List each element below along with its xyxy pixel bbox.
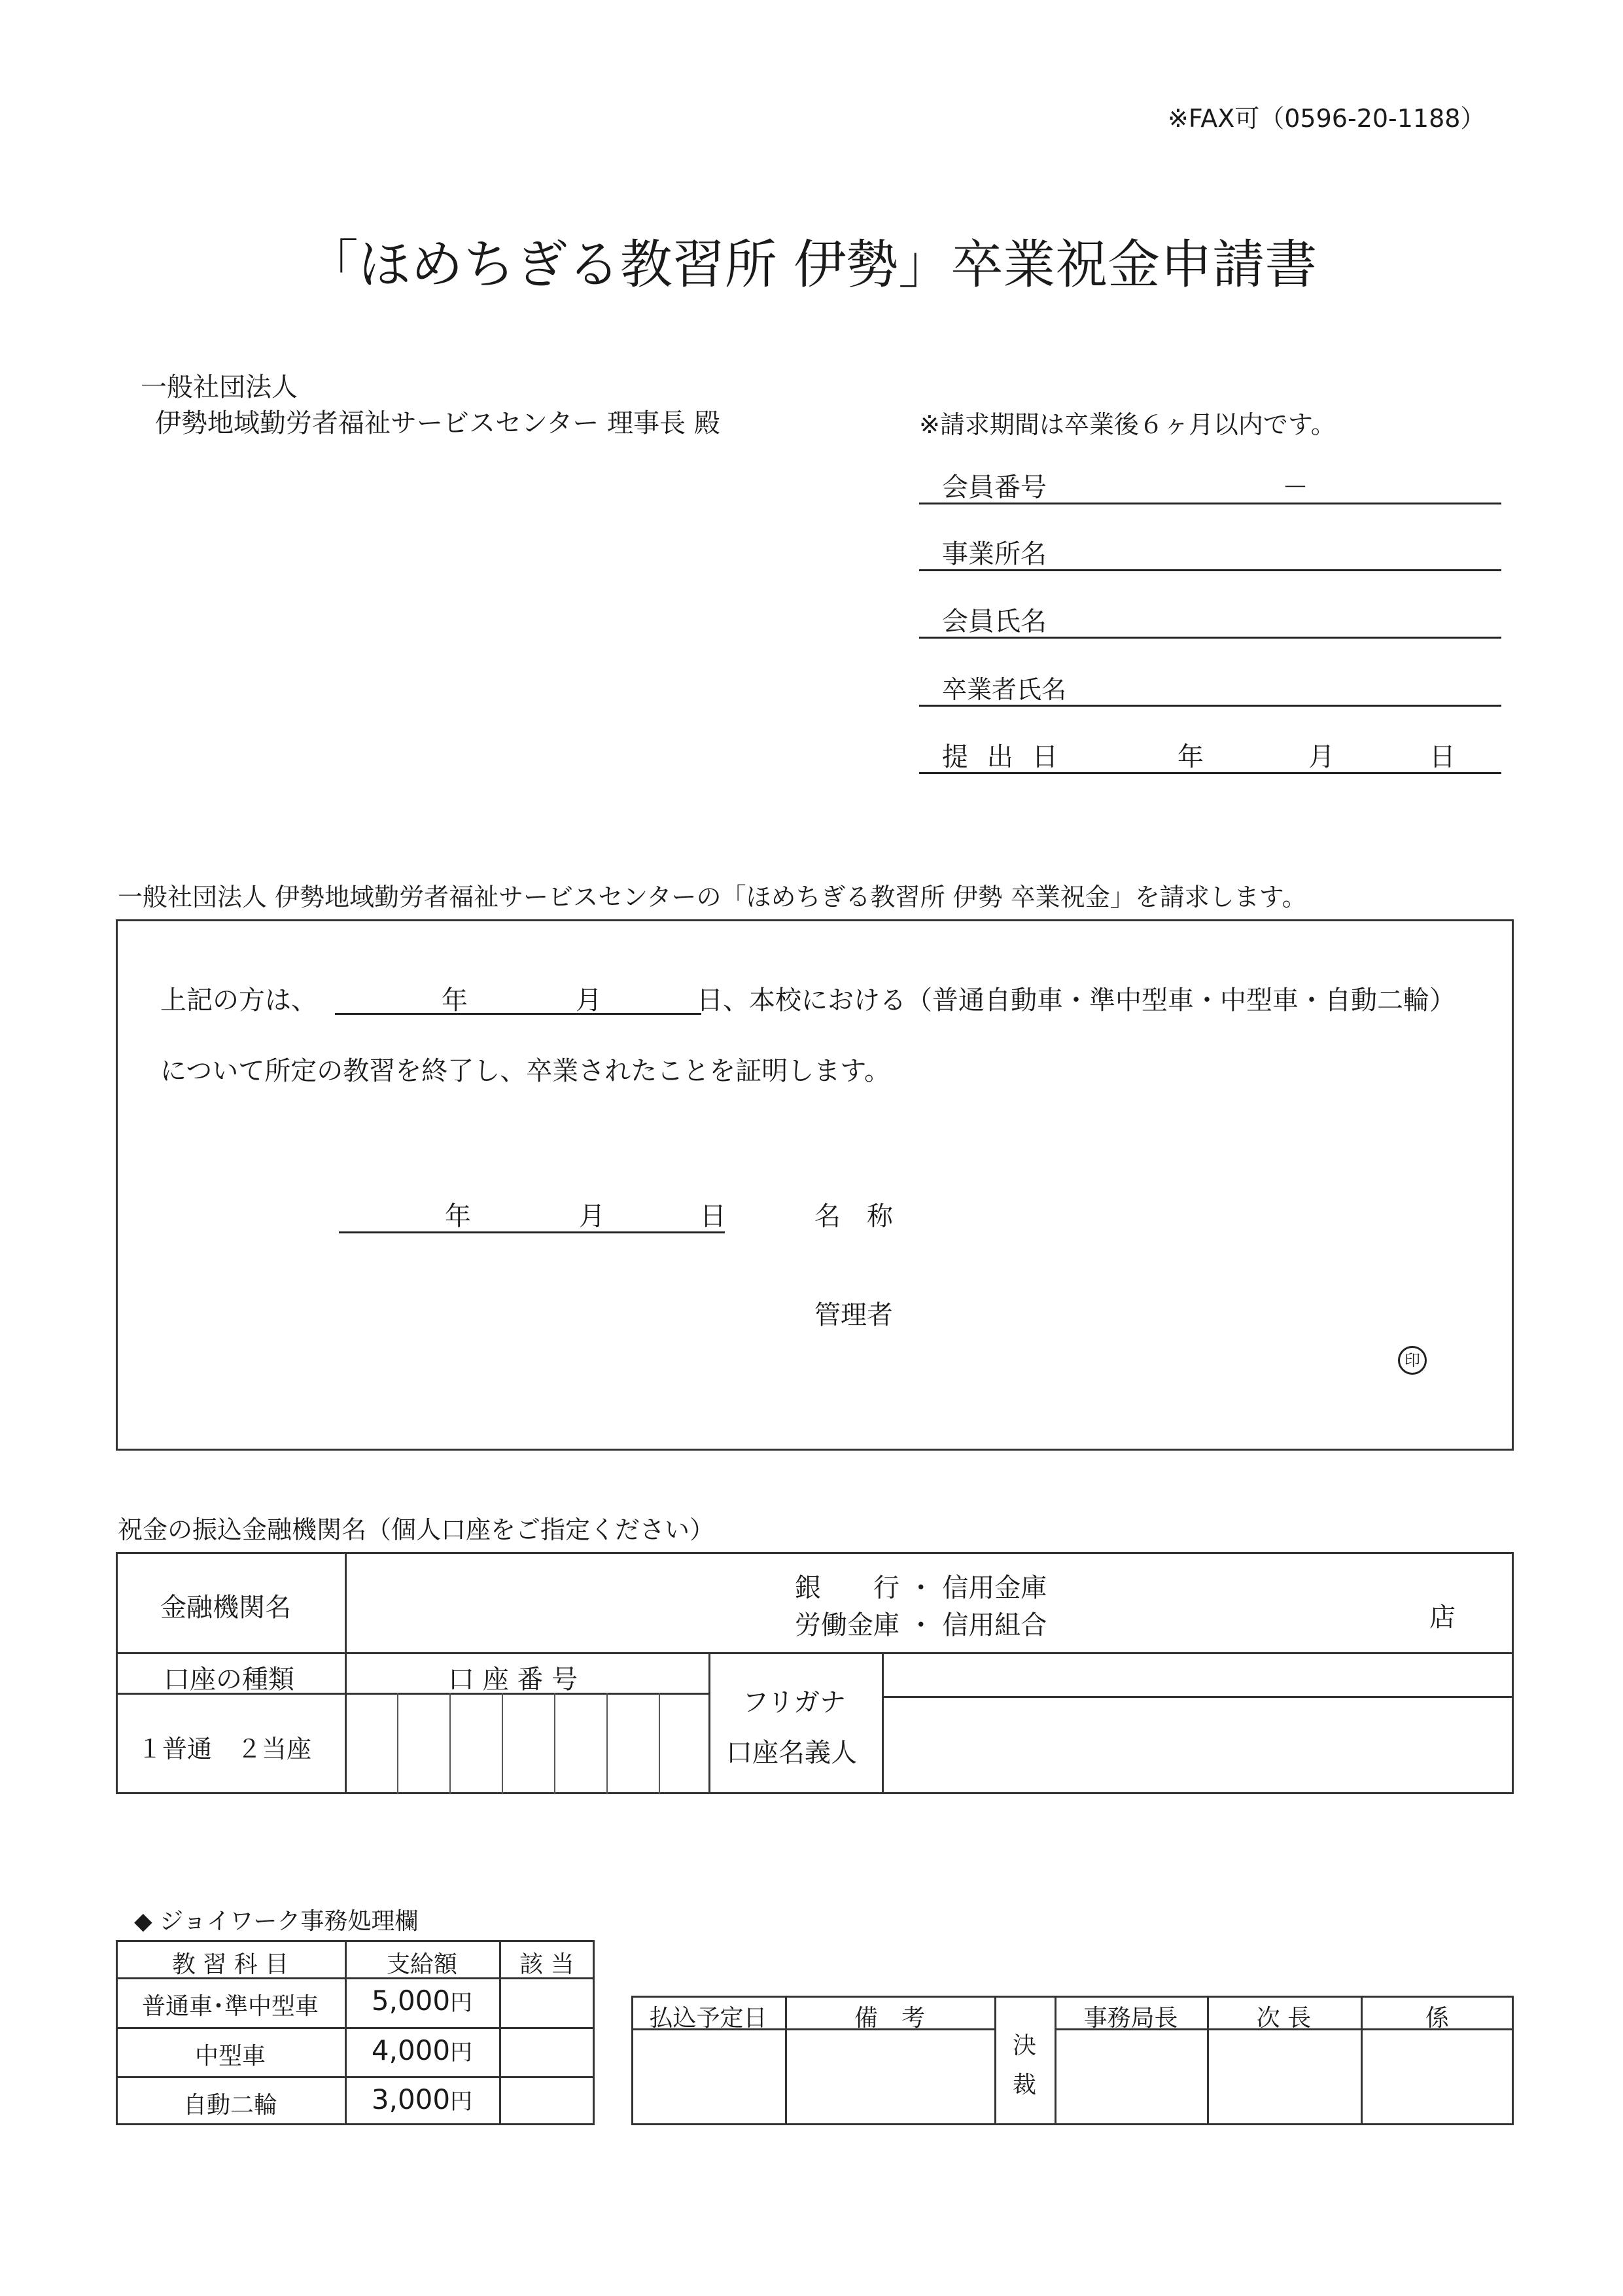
account-no-label: 口 座 番 号 bbox=[448, 1665, 578, 1695]
addressee-line2: 伊勢地域勤労者福祉サービスセンター 理事長 殿 bbox=[155, 408, 720, 438]
course-name: 自動二輪 bbox=[183, 2092, 277, 2119]
addressee-line1: 一般社団法人 bbox=[141, 372, 298, 402]
cert-month: 月 bbox=[576, 985, 602, 1016]
submit-year: 年 bbox=[1178, 742, 1204, 772]
member-no-dash: － bbox=[1282, 472, 1308, 503]
cert-suffix-text: 、本校における（普通自動車・準中型車・中型車・自動二輪） bbox=[723, 985, 1456, 1016]
applicable-header: 該 当 bbox=[519, 1951, 574, 1978]
office-use-heading: ◆ ジョイワーク事務処理欄 bbox=[134, 1908, 419, 1935]
office-field[interactable] bbox=[919, 569, 1501, 571]
member-no-field[interactable] bbox=[919, 503, 1501, 504]
kessai-1: 決 bbox=[1012, 2032, 1036, 2059]
cert-date-day: 日 bbox=[700, 1201, 726, 1231]
cert-date-field[interactable] bbox=[335, 1013, 701, 1015]
course-amount: 5,000円 bbox=[371, 1985, 473, 2017]
cert-line2: について所定の教習を終了し、卒業されたことを証明します。 bbox=[160, 1056, 890, 1086]
course-amount: 3,000円 bbox=[371, 2083, 473, 2115]
account-types: １普通 ２当座 bbox=[137, 1735, 312, 1763]
kessai-2: 裁 bbox=[1012, 2072, 1036, 2098]
graduate-name-field[interactable] bbox=[919, 705, 1501, 707]
amount-header: 支給額 bbox=[386, 1951, 457, 1978]
course-header: 教 習 科 目 bbox=[171, 1951, 289, 1978]
submit-date-label: 提 出 日 bbox=[942, 742, 1064, 772]
bank-line2: 労働金庫 ・ 信用組合 bbox=[795, 1610, 1047, 1640]
fax-note: ※FAX可（0596-20-1188） bbox=[1168, 104, 1486, 133]
cert-issue-date-field[interactable] bbox=[339, 1231, 725, 1233]
period-note: ※請求期間は卒業後６ヶ月以内です。 bbox=[919, 410, 1336, 439]
submit-month: 月 bbox=[1308, 742, 1335, 772]
institution-label: 金融機関名 bbox=[160, 1593, 291, 1623]
cert-prefix: 上記の方は、 bbox=[160, 985, 317, 1016]
bank-line1: 銀 行 ・ 信用金庫 bbox=[795, 1573, 1047, 1603]
submit-day: 日 bbox=[1429, 742, 1456, 772]
cert-suffix bbox=[697, 980, 1456, 1017]
holder-label: 口座名義人 bbox=[726, 1738, 857, 1768]
cert-date-year: 年 bbox=[445, 1201, 471, 1231]
school-name-label: 名 称 bbox=[814, 1201, 893, 1231]
seal-mark: 印 bbox=[1398, 1346, 1427, 1375]
furigana-label: フリガナ bbox=[742, 1687, 846, 1718]
course-name: 中型車 bbox=[194, 2043, 266, 2070]
payment-date-header: 払込予定日 bbox=[649, 2005, 767, 2032]
office-label: 事業所名 bbox=[942, 539, 1047, 569]
cert-date-month: 月 bbox=[579, 1201, 605, 1231]
graduate-name-label: 卒業者氏名 bbox=[942, 675, 1067, 704]
course-amount: 4,000円 bbox=[371, 2034, 473, 2066]
bank-heading: 祝金の振込金融機関名（個人口座をご指定ください） bbox=[118, 1515, 715, 1544]
director-header: 事務局長 bbox=[1083, 2005, 1178, 2032]
account-type-label: 口座の種類 bbox=[164, 1665, 294, 1695]
applicable-checkbox[interactable] bbox=[502, 2032, 591, 2071]
submit-date-field[interactable] bbox=[919, 772, 1501, 774]
member-no-label: 会員番号 bbox=[942, 472, 1047, 503]
member-name-field[interactable] bbox=[919, 637, 1501, 639]
member-name-label: 会員氏名 bbox=[942, 607, 1047, 637]
staff-header: 係 bbox=[1425, 2005, 1449, 2032]
cert-year: 年 bbox=[442, 985, 468, 1016]
request-statement: 一般社団法人 伊勢地域勤労者福祉サービスセンターの「ほめちぎる教習所 伊勢 卒業祝金」を請求します。 bbox=[118, 883, 1307, 911]
deputy-header: 次 長 bbox=[1256, 2005, 1312, 2032]
course-name: 普通車･準中型車 bbox=[141, 1993, 319, 2020]
manager-label: 管理者 bbox=[814, 1300, 893, 1330]
remarks-header: 備 考 bbox=[854, 2005, 925, 2032]
branch-label: 店 bbox=[1429, 1602, 1456, 1633]
page-title: 「ほめちぎる教習所 伊勢」卒業祝金申請書 bbox=[305, 234, 1318, 295]
cert-day: 日 bbox=[697, 985, 723, 1016]
